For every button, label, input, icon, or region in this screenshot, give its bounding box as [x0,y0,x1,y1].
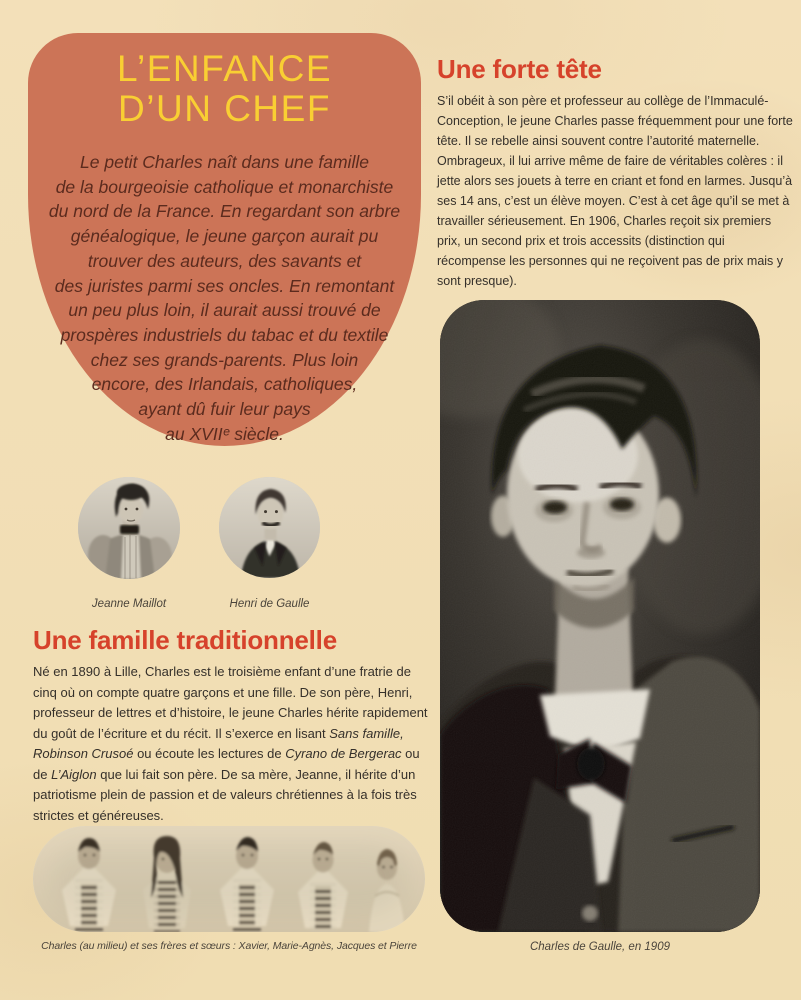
hero-paragraph-line: prospères industriels du tabac et du textile [60,324,389,345]
charles-portrait-caption: Charles de Gaulle, en 1909 [529,941,670,953]
henri-caption: Henri de Gaulle [229,598,310,610]
famille-book-title: Sans famille, Robinson Crusoé [33,725,404,761]
page-title-line1: L’ENFANCE [116,48,332,89]
hero-paragraph-line: Le petit Charles naît dans une famille [80,152,369,172]
section-body-famille [33,662,435,826]
section-forte-tete [437,53,793,291]
jeanne-portrait-photo [78,477,180,579]
hero-paragraph-line: des juristes parmi ses oncles. En remontant [54,275,395,296]
famille-text-segment: Né en 1890 à Lille, Charles est le troisième enfant d’une fratrie de cinq où on compte quatre garçons et une fille. De son père, Henri, professeur de lettres et d’histoire, le jeune Charles hérite rapidement du goût de l’écriture et du récit. Il s’exerce en lisant [33,664,428,741]
hero-paragraph-line: ayant dû fuir leur pays [138,399,311,420]
hero-paragraph-line: du nord de la France. En regardant son arbre [48,201,401,222]
siblings-caption: Charles (au milieu) et ses frères et sœurs : Xavier, Marie-Agnès, Jacques et Pierre [41,940,417,952]
page-title [28,33,421,129]
section-body-forte-tete: S’il obéit à son père et professeur au collège de l’Immaculé-Conception, le jeune Charles passe fréquemment pour une forte tête. Il se rebelle ainsi souvent contre l’autorité maternelle. Ombrageux, il lui arrive même de faire de véritables colères : il jette alors ses jouets à terre en criant et fond en larmes. Jusqu’à ses 14 ans, c’est un élève moyen. C’est à cet âge qu’il se met à travailler sérieusement. En 1906, Charles reçoit six premiers prix, un second prix et trois accessits (distinction qui récompense les personnes qui ne reçoivent pas de prix mais y sont presque). [437,94,793,288]
jeanne-caption: Jeanne Maillot [91,598,167,610]
famille-text-segment: ou de [33,746,420,782]
famille-text-segment: que lui fait son père. De sa mère, Jeanne, il hérite d’un patriotisme plein de passion et de valeurs chrétiennes à la fois très strictes et généreuses. [33,766,417,823]
siblings-photo [33,826,425,932]
hero-paragraph-line: trouver des auteurs, des savants et [87,250,362,271]
hero-paragraph-line: un peu plus loin, il aurait aussi trouvé de [68,300,381,321]
page-title-line2: D’UN CHEF [118,88,331,129]
hero-paragraph-line: chez ses grands-parents. Plus loin [90,349,359,370]
hero-paragraph-line: généalogique, le jeune garçon aurait pu [70,226,379,247]
famille-text-segment: ou écoute les lectures de [133,746,286,761]
famille-book-title: L’Aiglon [51,766,97,782]
jeanne-portrait-illustration [78,477,180,579]
section-famille [33,624,435,826]
hero-paragraph [28,150,421,446]
famille-book-title: Cyrano de Bergerac [285,746,402,761]
charles-portrait-photo [440,300,760,932]
hero-blob [28,33,421,446]
section-heading-famille: Une famille traditionnelle [33,625,337,655]
hero-paragraph-line: au XVIIᵉ siècle. [165,423,284,444]
henri-portrait-photo [219,477,320,578]
henri-portrait-illustration [219,477,320,578]
charles-portrait-illustration [440,300,760,932]
hero-paragraph-line: encore, des Irlandais, catholiques, [91,374,358,395]
hero-paragraph-line: de la bourgeoisie catholique et monarchiste [55,176,394,197]
siblings-illustration [33,826,425,932]
section-heading-forte-tete: Une forte tête [437,54,602,84]
